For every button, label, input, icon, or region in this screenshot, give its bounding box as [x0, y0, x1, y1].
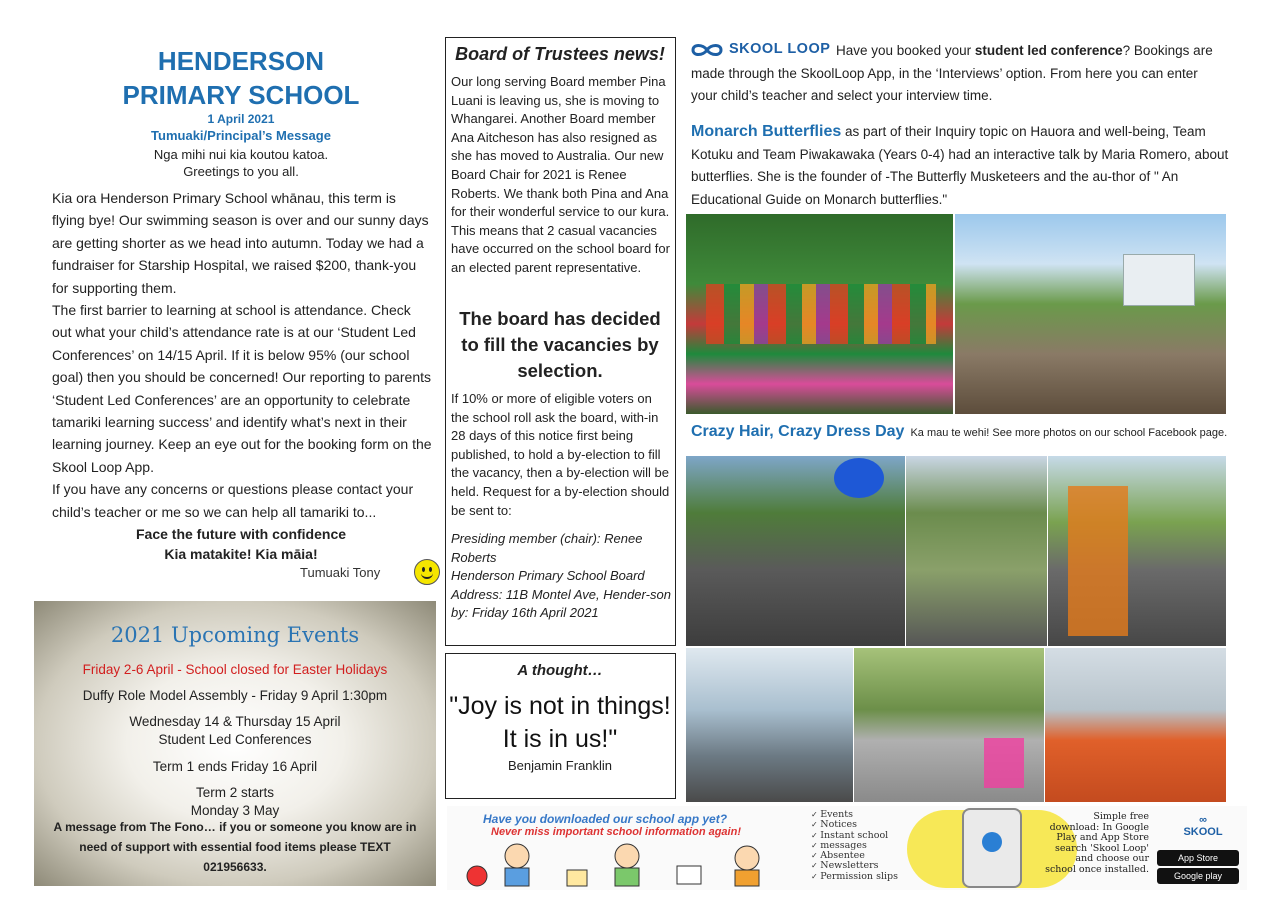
- event-item: Friday 2-6 April - School closed for Easter Holidays: [82, 662, 388, 677]
- playground-photo: [955, 214, 1226, 414]
- school-title: [52, 44, 430, 112]
- infinity-icon: [689, 42, 725, 58]
- crazy-text: Ka mau te wehi! See more photos on our school Facebook page.: [910, 427, 1228, 439]
- skool-brand-text: SKOOL: [1183, 826, 1223, 838]
- principal-signature: Tumuaki Tony: [300, 565, 381, 580]
- download-instructions: Simple free download: In Google Play and App Store search 'Skool Loop' and choose our school once installed.: [1045, 811, 1149, 875]
- motto-maori: Kia matakite! Kia māia!: [164, 546, 318, 562]
- feature-item: ✓ Notices: [811, 820, 898, 830]
- principal-letter: [52, 187, 432, 523]
- events-title: 2021 Upcoming Events: [110, 623, 360, 647]
- booking-text-bold: student led conference: [974, 43, 1123, 58]
- app-banner[interactable]: [447, 806, 1247, 890]
- kids-illustration-icon: [457, 840, 787, 890]
- motto-english: Face the future with confidence: [135, 526, 347, 542]
- butterflies-article: [691, 121, 1231, 211]
- board-title: Board of Trustees news!: [455, 44, 665, 64]
- booking-text-end: ? Bookings are made through the SkoolLoop App, in the ‘Interviews’ option. From here you can enter your child’s teacher and select your interview time.: [691, 43, 1213, 104]
- event-item: Monday 3 May: [190, 803, 280, 818]
- board-notice: If 10% or more of eligible voters on the school roll ask the board, with-in 28 days of this notice first being published, to hold a by-election to fill the vacancy, then a by-election will be held. Request for a by-election should be sent to:: [451, 391, 670, 518]
- crazy-hair-photo-3: [1048, 456, 1226, 646]
- letter-paragraph: The first barrier to learning at school is attendance. Check out what your child’s attendance rate is at our ‘Student Led Conferences’ on 14/15 April. If it is below 95% (our school goal) then you should be concerned! Our reporting to parents ‘Student Led Conferences’ are an opportunity to celebrate tamariki learning success’ and identify what’s next in their learning journey. Keep an eye out for the booking form on the Skool Loop App.: [52, 302, 432, 475]
- booking-text-start: Have you booked your: [836, 43, 975, 58]
- butterflies-text: as part of their Inquiry topic on Hauora and well-being, Team Kotuku and Team Piwakawaka (Years 0-4) had an interactive talk by Maria Romero, about butterflies. She is the founder of -The Butterfly Musketeers and the au-thor of " An Educational Guide on Monarch butterflies.": [691, 124, 1229, 207]
- crazy-hair-photo-1: [686, 456, 905, 646]
- school-title-line1: HENDERSON: [157, 46, 325, 76]
- skool-loop-logo-text: SKOOL LOOP: [729, 41, 831, 57]
- feature-item: ✓ Newsletters: [811, 861, 898, 871]
- feature-item: ✓ Absentee: [811, 851, 898, 861]
- crazy-hair-section: [691, 423, 1251, 441]
- board-contact-line: Henderson Primary School Board: [451, 568, 645, 584]
- smiley-icon: [414, 559, 440, 585]
- crazy-hair-photo-4: [686, 648, 853, 802]
- board-text: Our long serving Board member Pina Luani is leaving us, she is moving to Whangarei. Another Board member Ana Aitcheson has also resigned as she has moved to Australia. Our new Board Chair for 2021 is Renee Roberts. We thank both Pina and Ana for their wonderful service to our kura. This means that 2 casual vacancies have occurred on the school board for an elected parent representative.: [451, 74, 670, 275]
- crazy-hair-photo-2: [906, 456, 1047, 646]
- infinity-icon: ∞: [1199, 814, 1207, 826]
- board-news-box: [445, 37, 676, 646]
- event-item: Term 1 ends Friday 16 April: [152, 759, 318, 774]
- feature-item: ✓ Instant school: [811, 831, 898, 841]
- principal-message-title: Tumuaki/Principal’s Message: [151, 128, 331, 143]
- banner-question: Have you downloaded our school app yet?: [483, 812, 728, 826]
- thought-title: A thought…: [517, 662, 603, 679]
- google-play-button[interactable]: Google play: [1157, 868, 1239, 884]
- quote: "Joy is not in things! It is in us!": [449, 692, 671, 753]
- letter-paragraph: Kia ora Henderson Primary School whānau, this term is flying bye! Our swimming season is over and our sunny days are getting shorter as we head into autumn. Today we had a fundraiser for Starship Hospital, we raised $200, thank-you for supporting them.: [52, 190, 429, 296]
- feature-item: ✓ Permission slips: [811, 872, 898, 882]
- app-features: [811, 810, 898, 882]
- banner-tagline: Never miss important school information again!: [491, 826, 741, 838]
- school-motto: [52, 524, 430, 564]
- board-contact: [451, 530, 673, 623]
- upcoming-events-box: [34, 601, 436, 886]
- event-item: Wednesday 14 & Thursday 15 April: [129, 714, 341, 729]
- crazy-heading: Crazy Hair, Crazy Dress Day: [691, 423, 905, 440]
- board-contact-line: Address: 11B Montel Ave, Hender-son: [451, 586, 671, 602]
- event-item: Term 2 starts: [195, 785, 274, 800]
- board-contact-line: Presiding member (chair): Renee Roberts: [451, 531, 643, 565]
- skool-brand-logo: [1163, 814, 1243, 838]
- crazy-hair-photo-6: [1045, 648, 1226, 802]
- feature-item: ✓ Events: [811, 810, 898, 820]
- greeting: [52, 146, 430, 180]
- greeting-maori: Nga mihi nui kia koutou katoa.: [153, 147, 329, 162]
- newsletter-date: 1 April 2021: [207, 112, 275, 126]
- skool-loop-logo: [689, 40, 831, 60]
- phone-icon: [962, 808, 1022, 888]
- letter-paragraph: If you have any concerns or questions please contact your child’s teacher or me so we can help all tamariki to...: [52, 481, 414, 520]
- event-item: Student Led Conferences: [158, 732, 312, 747]
- board-contact-line: by: Friday 16th April 2021: [451, 605, 599, 621]
- feature-item: ✓ messages: [811, 841, 898, 851]
- app-store-button[interactable]: App Store: [1157, 850, 1239, 866]
- quote-author: Benjamin Franklin: [507, 758, 613, 773]
- butterflies-heading: Monarch Butterflies: [691, 123, 842, 140]
- butterfly-group-photo: [686, 214, 953, 414]
- board-decision: The board has decided to fill the vacancies by selection.: [459, 308, 661, 381]
- thought-box: [445, 653, 676, 799]
- event-item: Duffy Role Model Assembly - Friday 9 April 1:30pm: [82, 688, 388, 703]
- crazy-hair-photo-5: [854, 648, 1044, 802]
- fono-message: A message from The Fono… if you or someone you know are in need of support with essential food items please TEXT 021956633.: [53, 820, 417, 874]
- greeting-english: Greetings to you all.: [183, 164, 299, 179]
- school-title-line2: PRIMARY SCHOOL: [122, 80, 360, 110]
